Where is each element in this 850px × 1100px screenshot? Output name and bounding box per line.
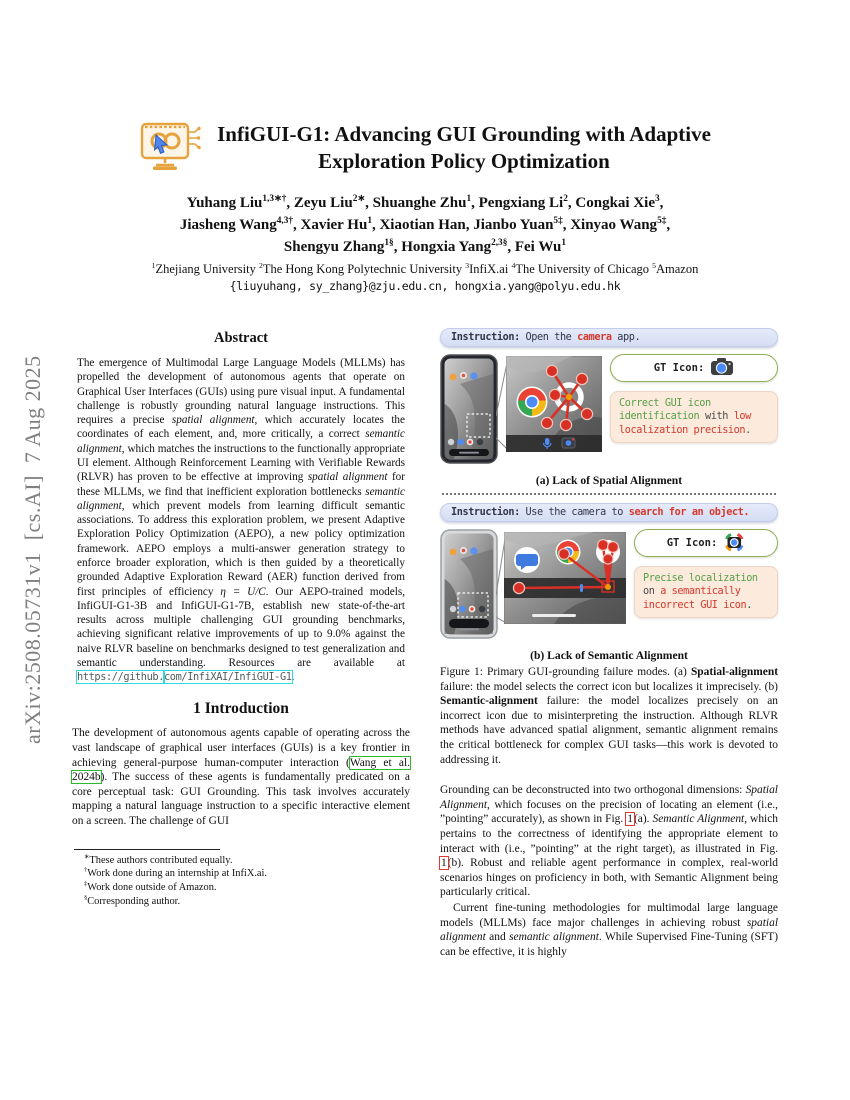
dotted-divider bbox=[442, 493, 776, 495]
subcaption-a: (a) Lack of Spatial Alignment bbox=[535, 474, 683, 487]
footnote-equal-contribution: ∗These authors contributed equally. bbox=[84, 853, 233, 866]
figure-1-caption: Figure 1: Primary GUI-grounding failure modes. (a) Spatial-alignment failure: the model selects the correct icon but localizes it imprecisely. (b) Semantic-alignment failure: the model localizes precisely on an incorrect icon due to misinterpreting the instruction. Although RLVR methods have advanced spatial alignment, semantic alignment remains the critical bottleneck for complex GUI tasks—this work is devoted to addressing it. bbox=[440, 666, 778, 766]
footnote-rule bbox=[74, 849, 220, 850]
left-column bbox=[72, 328, 410, 960]
gt-icon-pill-a bbox=[610, 354, 778, 382]
figure-ref-link[interactable]: 1 bbox=[627, 813, 633, 826]
figure-ref-link[interactable]: 1 bbox=[441, 857, 447, 870]
zoomed-inset-b bbox=[504, 529, 626, 629]
repo-link[interactable]: com/InfiXAI/InfiGUI-G1 bbox=[164, 671, 292, 684]
lens-app-icon bbox=[723, 532, 745, 555]
section-heading-introduction: 1 Introduction bbox=[193, 700, 289, 718]
gt-icon-pill-b bbox=[634, 529, 778, 557]
repo-link[interactable]: https://github. bbox=[77, 671, 164, 684]
gt-icon-label: GT Icon: bbox=[653, 362, 705, 374]
arxiv-watermark: arXiv:2508.05731v1 [cs.AI] 7 Aug 2025 bbox=[20, 355, 45, 745]
footnote-corresponding: §Corresponding author. bbox=[84, 894, 181, 907]
camera-app-icon bbox=[710, 357, 734, 379]
author-line: Jiasheng Wang$^{4,3\dagger}$, Xavier Hu$^1$, Xiaotian Han, Jianbo Yuan$^{5\ddagger}$, Xinyao Wang$^{5\ddagger}$, bbox=[179, 215, 671, 233]
figure-panel-b bbox=[440, 529, 778, 644]
citation-link[interactable]: Wang et al. bbox=[349, 756, 410, 769]
intro-paragraph: The development of autonomous agents capable of operating across the vast landscape of graphical user interfaces (GUIs) is a key frontier in achieving general-purpose human-computer interaction (Wang et al. 2024b). The success of these agents is fundamentally predicated on a core perceptual task: GUI Grounding. This task involves accurately mapping a natural language instruction to a specific interactive element on a screen. The challenge of GUI bbox=[72, 727, 410, 828]
right-column bbox=[440, 328, 778, 960]
author-line: Shengyu Zhang$^{1\S}$, Hongxia Yang$^{2,3\S}$, Fei Wu$^1$ bbox=[283, 237, 567, 255]
abstract-text: The emergence of Multimodal Large Language Models (MLLMs) has propelled the development of autonomous agents that operate on Graphical User Interfaces (GUIs) using pure visual input. A fundamental challenge is robustly grounding natural language instructions. This requires a precise spatial alignment, which accurately locates the coordinates of each element, and, more critically, a correct semantic alignment, which matches the instructions to the functionally appropriate UI element. Although Reinforcement Learning with Verifiable Rewards (RLVR) has proven to be effective at improving spatial alignment for these MLLMs, we find that inefficient exploration bottlenecks semantic alignment, which prevent models from learning difficult semantic associations. To address this exploration problem, we present Adaptive Exploration Policy Optimization (AEPO), a new policy optimization framework. AEPO employs a multi-answer generation strategy to enforce broader exploration, which is then guided by a theoretically grounded Adaptive Exploration Reward (AER) function derived from first principles of efficiency η = U/C. Our AEPO-trained models, InfiGUI-G1-3B and InfiGUI-G1-7B, establish new state-of-the-art results across multiple challenging GUI grounding benchmarks, achieving significant relative improvements of up to 9.0% against the naive RLVR baseline on benchmarks designed to test generalization and semantic understanding. Resources are available at https://github.com/InfiXAI/InfiGUI-G1. bbox=[77, 357, 405, 684]
abstract-heading: Abstract bbox=[214, 330, 268, 346]
phone-screenshot-a bbox=[440, 354, 498, 469]
figure-1 bbox=[440, 328, 778, 662]
author-emails: {liuyuhang, sy_zhang}@zju.edu.cn, hongxia.yang@polyu.edu.hk bbox=[229, 279, 621, 294]
figure-panel-a bbox=[440, 354, 778, 469]
gt-icon-label: GT Icon: bbox=[666, 537, 718, 549]
intro-paragraph-continued: Grounding can be deconstructed into two orthogonal dimensions: Spatial Alignment, which focuses on the precision of locating an element (i.e., ”pointing” accurately), as shown in Fig. 1(a). Semantic Alignment, which pertains to the correctness of identifying the appropriate element to interact with (i.e., ”pointing” at the right target), as illustrated in Fig. 1(b). Robust and reliable agent performance in complex, real-world scenarios hinges on proficiency in both, with Semantic Alignment being particularly critical. bbox=[440, 784, 779, 899]
failure-note-a: Correct GUI icon identification with low localization precision. bbox=[610, 391, 778, 443]
annotation-stack-a bbox=[610, 354, 778, 443]
author-line: Yuhang Liu$^{1,3∗\dagger}$, Zeyu Liu$^{2∗}$, Shuanghe Zhu$^1$, Pengxiang Li$^2$, Congkai Xie$^3$, bbox=[186, 194, 664, 211]
intro-paragraph-2: Current fine-tuning methodologies for multimodal large language models (MLLMs) face major challenges in achieving robust spatial alignment and semantic alignment. While Supervised Fine-Tuning (SFT) can be effective, it is highly bbox=[440, 901, 779, 958]
subcaption-b: (b) Lack of Semantic Alignment bbox=[530, 649, 688, 662]
annotation-stack-b bbox=[634, 529, 778, 618]
paper-title: InfiGUI-G1: Advancing GUI Grounding with Adaptive Exploration Policy Optimization bbox=[217, 122, 711, 173]
paper-header bbox=[0, 118, 850, 293]
failure-note-b: Precise localization on a semantically incorrect GUI icon. bbox=[634, 566, 778, 618]
affiliations: $^1$Zhejiang University $^2$The Hong Kong Polytechnic University $^3$InfiX.ai $^4$The University of Chicago $^5$Amazon bbox=[151, 261, 699, 277]
footnote-outside-amazon: ‡Work done outside of Amazon. bbox=[84, 880, 217, 894]
zoomed-inset-a bbox=[506, 354, 602, 457]
phone-screenshot-b bbox=[440, 529, 498, 644]
infigui-logo-icon bbox=[139, 118, 201, 177]
instruction-banner-b: Instruction: Use the camera to search for an object. bbox=[440, 503, 778, 522]
footnote-internship: †Work done during an internship at InfiX.ai. bbox=[84, 866, 268, 880]
instruction-banner-a: Instruction: Open the camera app. bbox=[440, 328, 778, 347]
citation-link[interactable]: 2024b bbox=[72, 771, 101, 784]
author-list bbox=[0, 193, 850, 258]
